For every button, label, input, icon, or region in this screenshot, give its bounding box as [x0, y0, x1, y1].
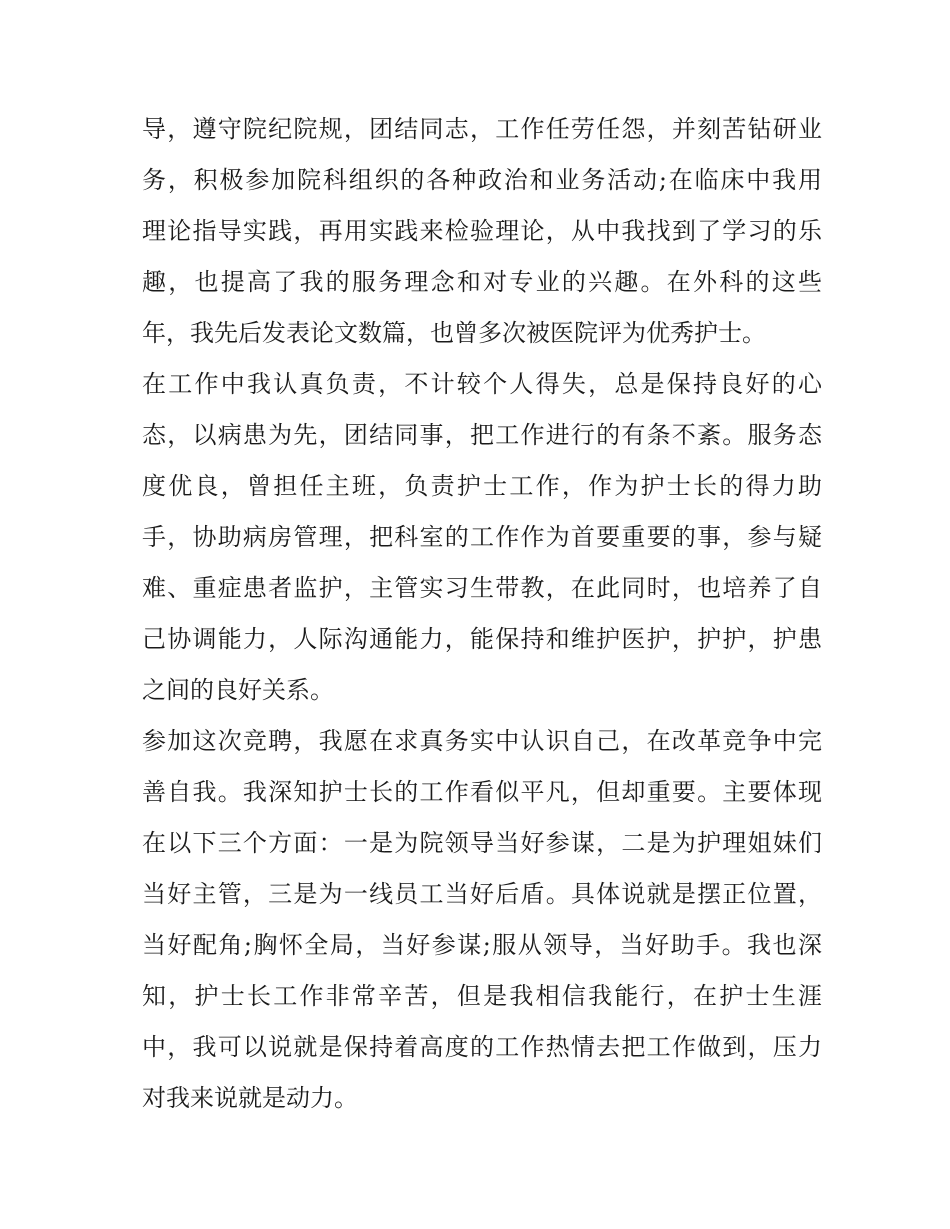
text-line: 在工作中我认真负责，不计较个人得失，总是保持良好的心: [142, 370, 822, 398]
text-line: 在以下三个方面：一是为院领导当好参谋，二是为护理姐妹们: [142, 829, 822, 857]
text-line: 度优良，曾担任主班，负责护士工作，作为护士长的得力助: [142, 472, 822, 500]
paragraph-1: [142, 104, 822, 359]
text-line: 对我来说就是动力。: [142, 1084, 358, 1112]
text-line: 当好主管，三是为一线员工当好后盾。具体说就是摆正位置，: [142, 880, 822, 908]
paragraph-3: [142, 716, 822, 1124]
text-line: 中，我可以说就是保持着高度的工作热情去把工作做到，压力: [142, 1033, 822, 1061]
text-line: 手，协助病房管理，把科室的工作作为首要重要的事，参与疑: [142, 523, 822, 551]
text-line: 参加这次竞聘，我愿在求真务实中认识自己，在改革竞争中完: [142, 727, 822, 755]
text-line: 务，积极参加院科组织的各种政治和业务活动;在临床中我用: [142, 166, 822, 194]
text-line: 理论指导实践，再用实践来检验理论，从中我找到了学习的乐: [142, 217, 822, 245]
text-line: 导，遵守院纪院规，团结同志，工作任劳任怨，并刻苦钻研业: [142, 115, 822, 143]
text-line: 难、重症患者监护，主管实习生带教，在此同时，也培养了自: [142, 574, 822, 602]
text-line: 知，护士长工作非常辛苦，但是我相信我能行，在护士生涯: [142, 982, 822, 1010]
text-line: 当好配角;胸怀全局，当好参谋;服从领导，当好助手。我也深: [142, 931, 822, 959]
text-line: 己协调能力，人际沟通能力，能保持和维护医护，护护，护患: [142, 625, 822, 653]
text-line: 趣，也提高了我的服务理念和对专业的兴趣。在外科的这些: [142, 268, 822, 296]
text-line: 之间的良好关系。: [142, 676, 334, 704]
text-line: 善自我。我深知护士长的工作看似平凡，但却重要。主要体现: [142, 778, 822, 806]
text-line: 年，我先后发表论文数篇，也曾多次被医院评为优秀护士。: [142, 319, 766, 347]
paragraph-2: [142, 359, 822, 716]
document-body: [142, 104, 822, 1124]
text-line: 态，以病患为先，团结同事，把工作进行的有条不紊。服务态: [142, 421, 822, 449]
